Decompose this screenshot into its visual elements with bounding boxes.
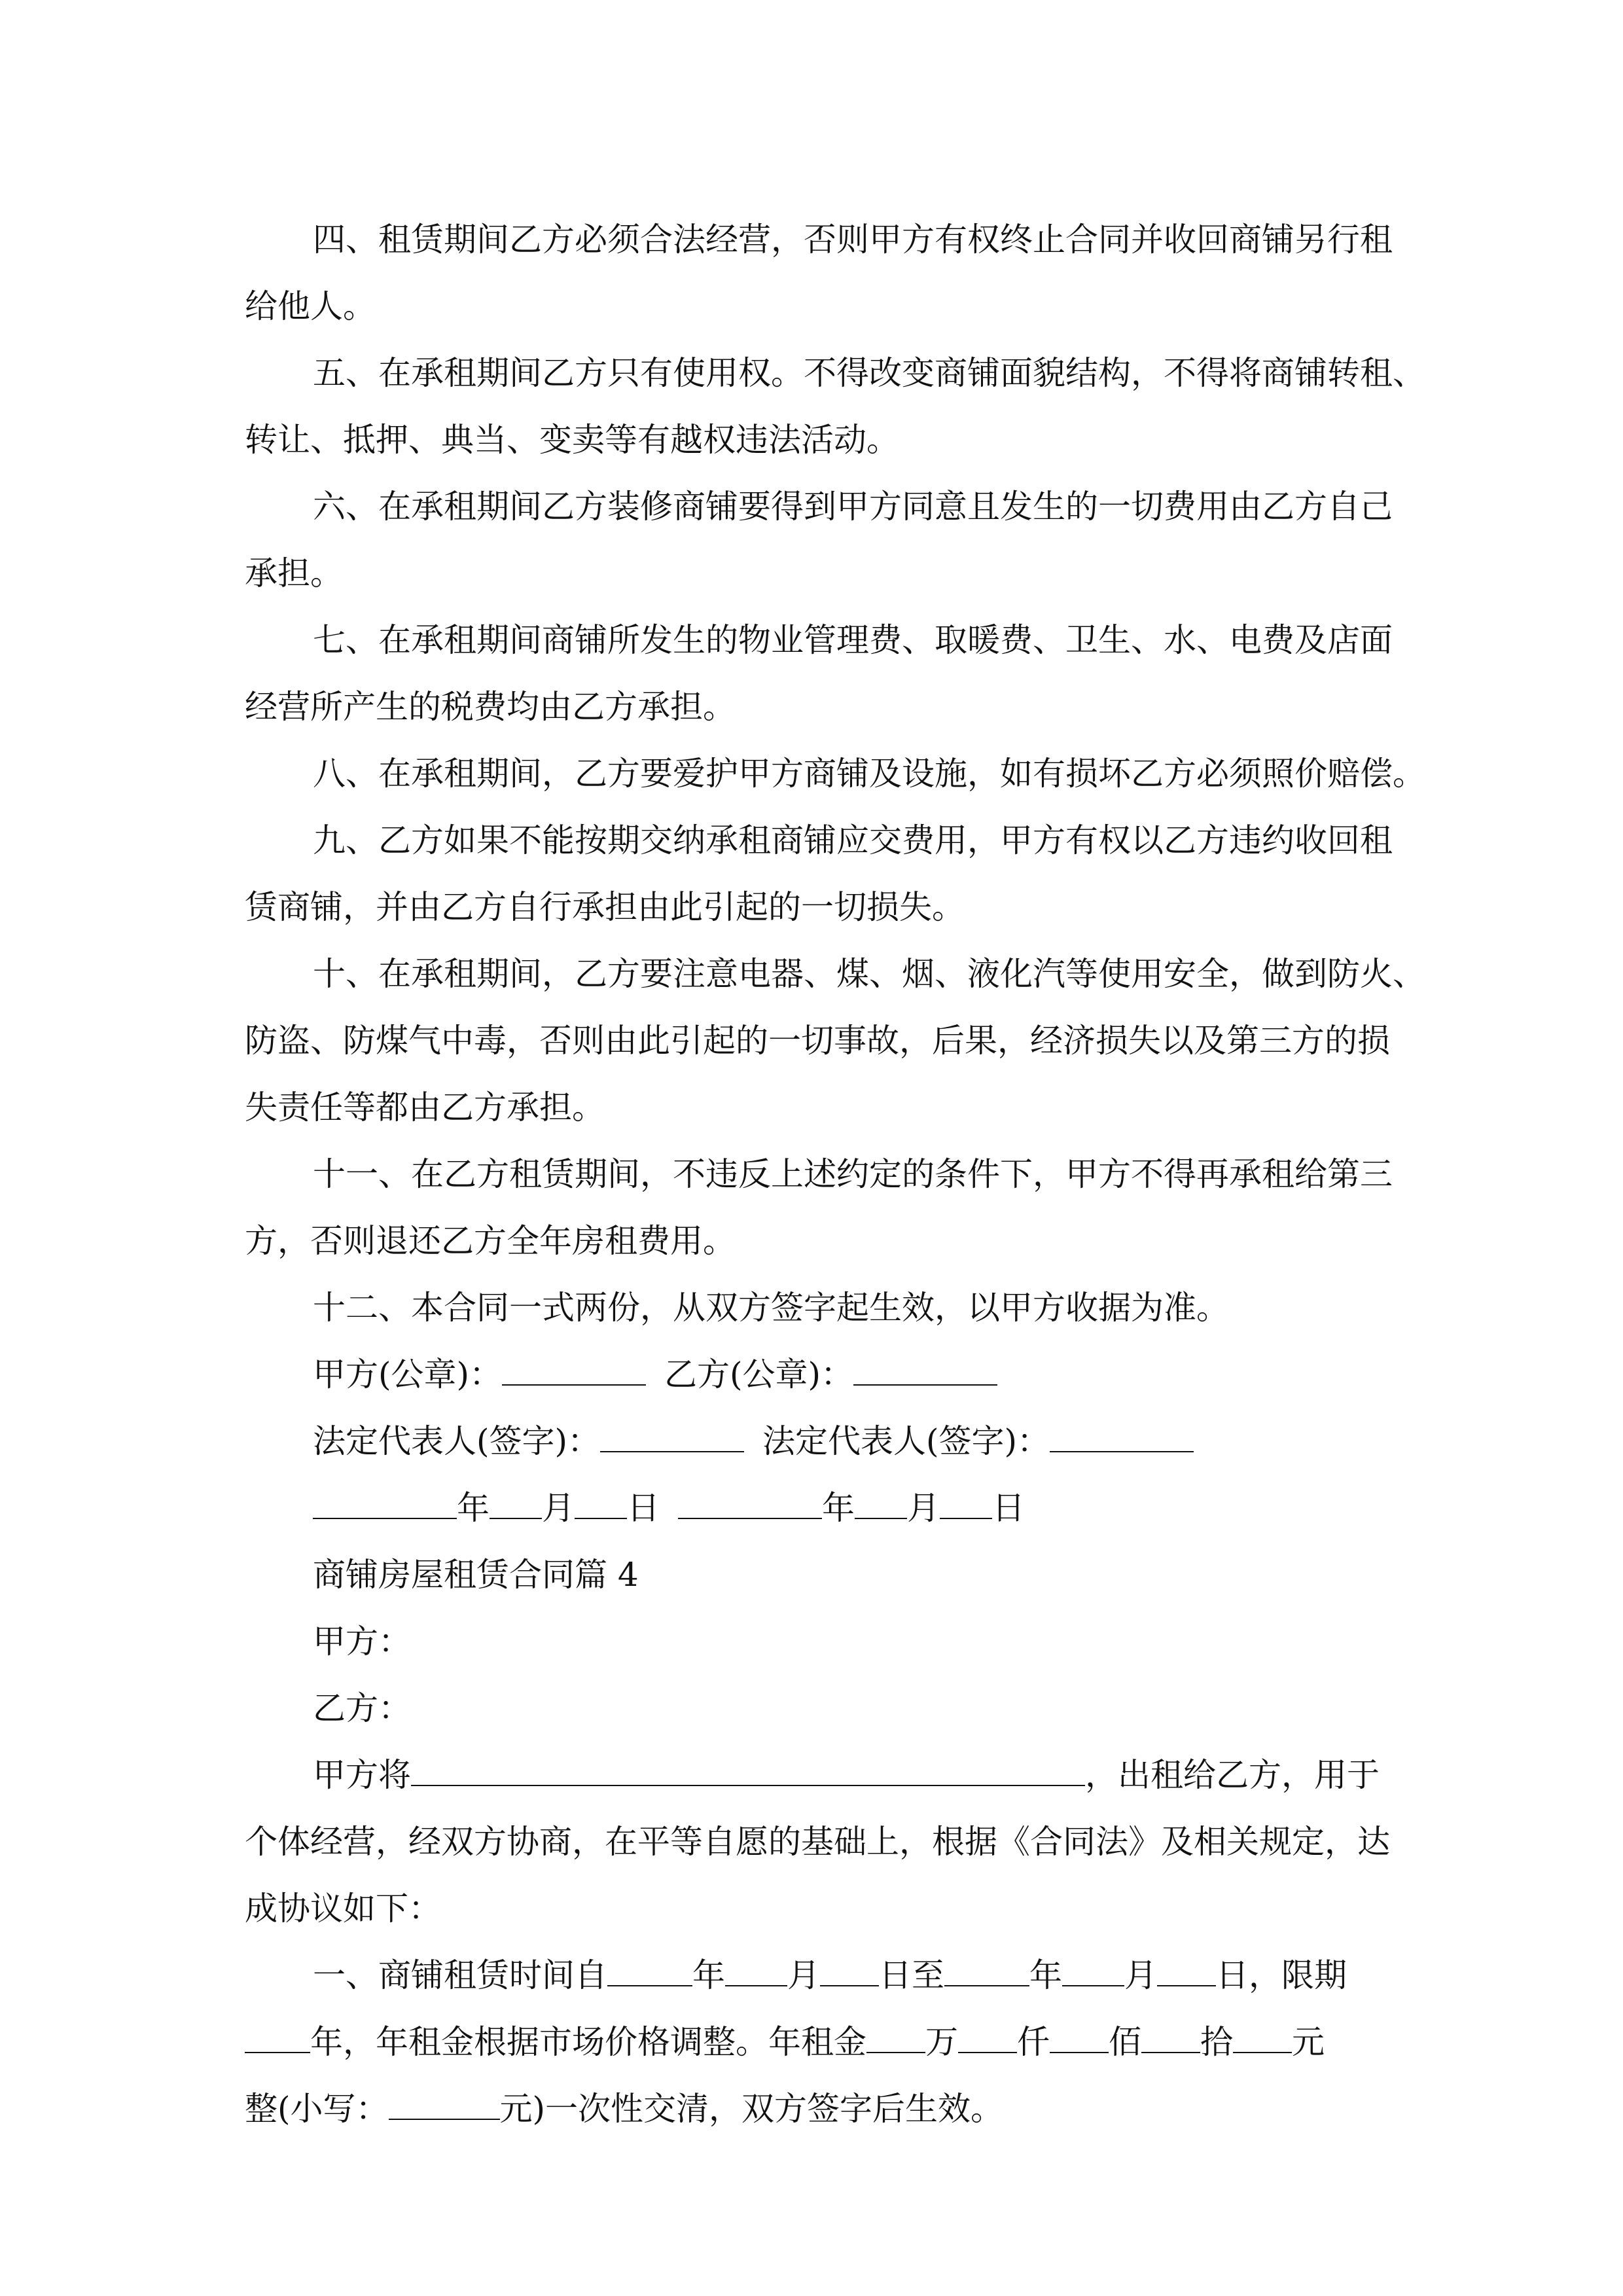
section-title: 商铺房屋租赁合同篇 4 bbox=[313, 1556, 639, 1594]
rep-b-blank[interactable] bbox=[1050, 1425, 1194, 1452]
rent-bai-label: 佰 bbox=[1109, 2023, 1141, 2061]
clause-8-line-1: 八、在承租期间，乙方要爱护甲方商铺及设施，如有损坏乙方必须照价赔偿。 bbox=[313, 755, 1425, 793]
clause-10-line-2: 防盗、防煤气中毒，否则由此引起的一切事故，后果，经济损失以及第三方的损 bbox=[245, 1022, 1390, 1060]
small-amount-blank[interactable] bbox=[389, 2092, 500, 2120]
premises-blank[interactable] bbox=[411, 1759, 1085, 1786]
rent-qian-blank[interactable] bbox=[958, 2026, 1017, 2053]
date-b-year-label: 年 bbox=[822, 1489, 855, 1527]
clause-6-line-2: 承担。 bbox=[245, 554, 343, 592]
clause-4-line-1: 四、租赁期间乙方必须合法经营，否则甲方有权终止合同并收回商铺另行租 bbox=[313, 221, 1393, 259]
rent-wan-label: 万 bbox=[925, 2023, 958, 2061]
rep-a-blank[interactable] bbox=[600, 1425, 744, 1452]
end-year-label: 年 bbox=[1029, 1956, 1062, 1994]
date-b-month-blank[interactable] bbox=[855, 1492, 907, 1519]
rent-bai-blank[interactable] bbox=[1050, 2026, 1109, 2053]
start-year-label: 年 bbox=[692, 1956, 725, 1994]
term-years-blank[interactable] bbox=[245, 2026, 310, 2053]
rep-a-label: 法定代表人(签字)： bbox=[313, 1422, 601, 1460]
clause-6-line-1: 六、在承租期间乙方装修商铺要得到甲方同意且发生的一切费用由乙方自己 bbox=[313, 488, 1393, 526]
date-a-month-label: 月 bbox=[542, 1489, 575, 1527]
term-years-label: 年，年租金根据市场价格调整。年租金 bbox=[310, 2023, 866, 2061]
end-year-blank[interactable] bbox=[944, 1959, 1029, 1986]
clause-10-line-3: 失责任等都由乙方承担。 bbox=[245, 1088, 605, 1126]
small-amount-prefix: 整(小写： bbox=[245, 2090, 389, 2128]
party-b-seal-blank[interactable] bbox=[853, 1358, 997, 1386]
start-year-blank[interactable] bbox=[607, 1959, 692, 1986]
representative-row bbox=[245, 1408, 1381, 1475]
intro-prefix: 甲方将 bbox=[313, 1756, 411, 1794]
date-b-month-label: 月 bbox=[907, 1489, 940, 1527]
party-a-seal-blank[interactable] bbox=[502, 1358, 646, 1386]
small-amount-suffix: 元)一次性交清，双方签字后生效。 bbox=[499, 2090, 1004, 2128]
intro-line-2: 个体经营，经双方协商，在平等自愿的基础上，根据《合同法》及相关规定，达 bbox=[245, 1823, 1390, 1861]
party-b-line: 乙方： bbox=[313, 1689, 411, 1727]
end-month-label: 月 bbox=[1124, 1956, 1157, 1994]
clause-5-line-2: 转让、抵押、典当、变卖等有越权违法活动。 bbox=[245, 421, 899, 459]
start-day-blank[interactable] bbox=[820, 1959, 879, 1986]
term-line-3 bbox=[245, 2075, 1381, 2142]
date-a-year-blank[interactable] bbox=[313, 1492, 457, 1519]
clause-4-line-2: 给他人。 bbox=[245, 287, 376, 325]
date-b-year-blank[interactable] bbox=[678, 1492, 822, 1519]
clause-5-line-1: 五、在承租期间乙方只有使用权。不得改变商铺面貌结构，不得将商铺转租、 bbox=[313, 354, 1425, 392]
end-day-label: 日，限期 bbox=[1216, 1956, 1347, 1994]
end-day-blank[interactable] bbox=[1157, 1959, 1216, 1986]
clause-10-line-1: 十、在承租期间，乙方要注意电器、煤、烟、液化汽等使用安全，做到防火、 bbox=[313, 955, 1425, 993]
term-prefix: 一、商铺租赁时间自 bbox=[313, 1956, 607, 1994]
clause-7-line-2: 经营所产生的税费均由乙方承担。 bbox=[245, 688, 736, 726]
rent-qian-label: 仟 bbox=[1017, 2023, 1050, 2061]
date-a-day-label: 日 bbox=[627, 1489, 660, 1527]
intro-suffix: ，出租给乙方，用于 bbox=[1085, 1756, 1380, 1794]
date-a-month-blank[interactable] bbox=[490, 1492, 542, 1519]
clause-9-line-2: 赁商铺，并由乙方自行承担由此引起的一切损失。 bbox=[245, 888, 965, 926]
rent-shi-label: 拾 bbox=[1200, 2023, 1233, 2061]
end-month-blank[interactable] bbox=[1062, 1959, 1124, 1986]
date-a-year-label: 年 bbox=[457, 1489, 490, 1527]
start-day-label: 日至 bbox=[879, 1956, 944, 1994]
rep-b-label: 法定代表人(签字)： bbox=[762, 1422, 1050, 1460]
rent-wan-blank[interactable] bbox=[866, 2026, 925, 2053]
clause-9-line-1: 九、乙方如果不能按期交纳承租商铺应交费用，甲方有权以乙方违约收回租 bbox=[313, 821, 1393, 859]
intro-line-3: 成协议如下： bbox=[245, 1890, 441, 1928]
clause-11-line-1: 十一、在乙方租赁期间，不违反上述约定的条件下，甲方不得再承租给第三 bbox=[313, 1155, 1393, 1193]
date-row bbox=[245, 1475, 1381, 1541]
date-a-day-blank[interactable] bbox=[575, 1492, 627, 1519]
party-a-line: 甲方： bbox=[313, 1623, 411, 1660]
term-line-1 bbox=[245, 1942, 1381, 2009]
start-month-blank[interactable] bbox=[725, 1959, 787, 1986]
party-a-seal-label: 甲方(公章)： bbox=[313, 1355, 503, 1393]
rent-shi-blank[interactable] bbox=[1141, 2026, 1200, 2053]
seal-row bbox=[245, 1341, 1381, 1408]
term-line-2 bbox=[245, 2009, 1381, 2075]
rent-yuan-label: 元 bbox=[1292, 2023, 1325, 2061]
date-b-day-blank[interactable] bbox=[940, 1492, 992, 1519]
party-b-seal-label: 乙方(公章)： bbox=[664, 1355, 854, 1393]
clause-7-line-1: 七、在承租期间商铺所发生的物业管理费、取暖费、卫生、水、电费及店面 bbox=[313, 621, 1393, 659]
clause-11-line-2: 方，否则退还乙方全年房租费用。 bbox=[245, 1222, 736, 1260]
rent-yuan-blank[interactable] bbox=[1233, 2026, 1292, 2053]
clause-12-line-1: 十二、本合同一式两份，从双方签字起生效，以甲方收据为准。 bbox=[313, 1289, 1229, 1327]
start-month-label: 月 bbox=[787, 1956, 820, 1994]
intro-line-1 bbox=[245, 1742, 1381, 1808]
date-b-day-label: 日 bbox=[992, 1489, 1025, 1527]
document-page bbox=[245, 206, 1425, 2142]
